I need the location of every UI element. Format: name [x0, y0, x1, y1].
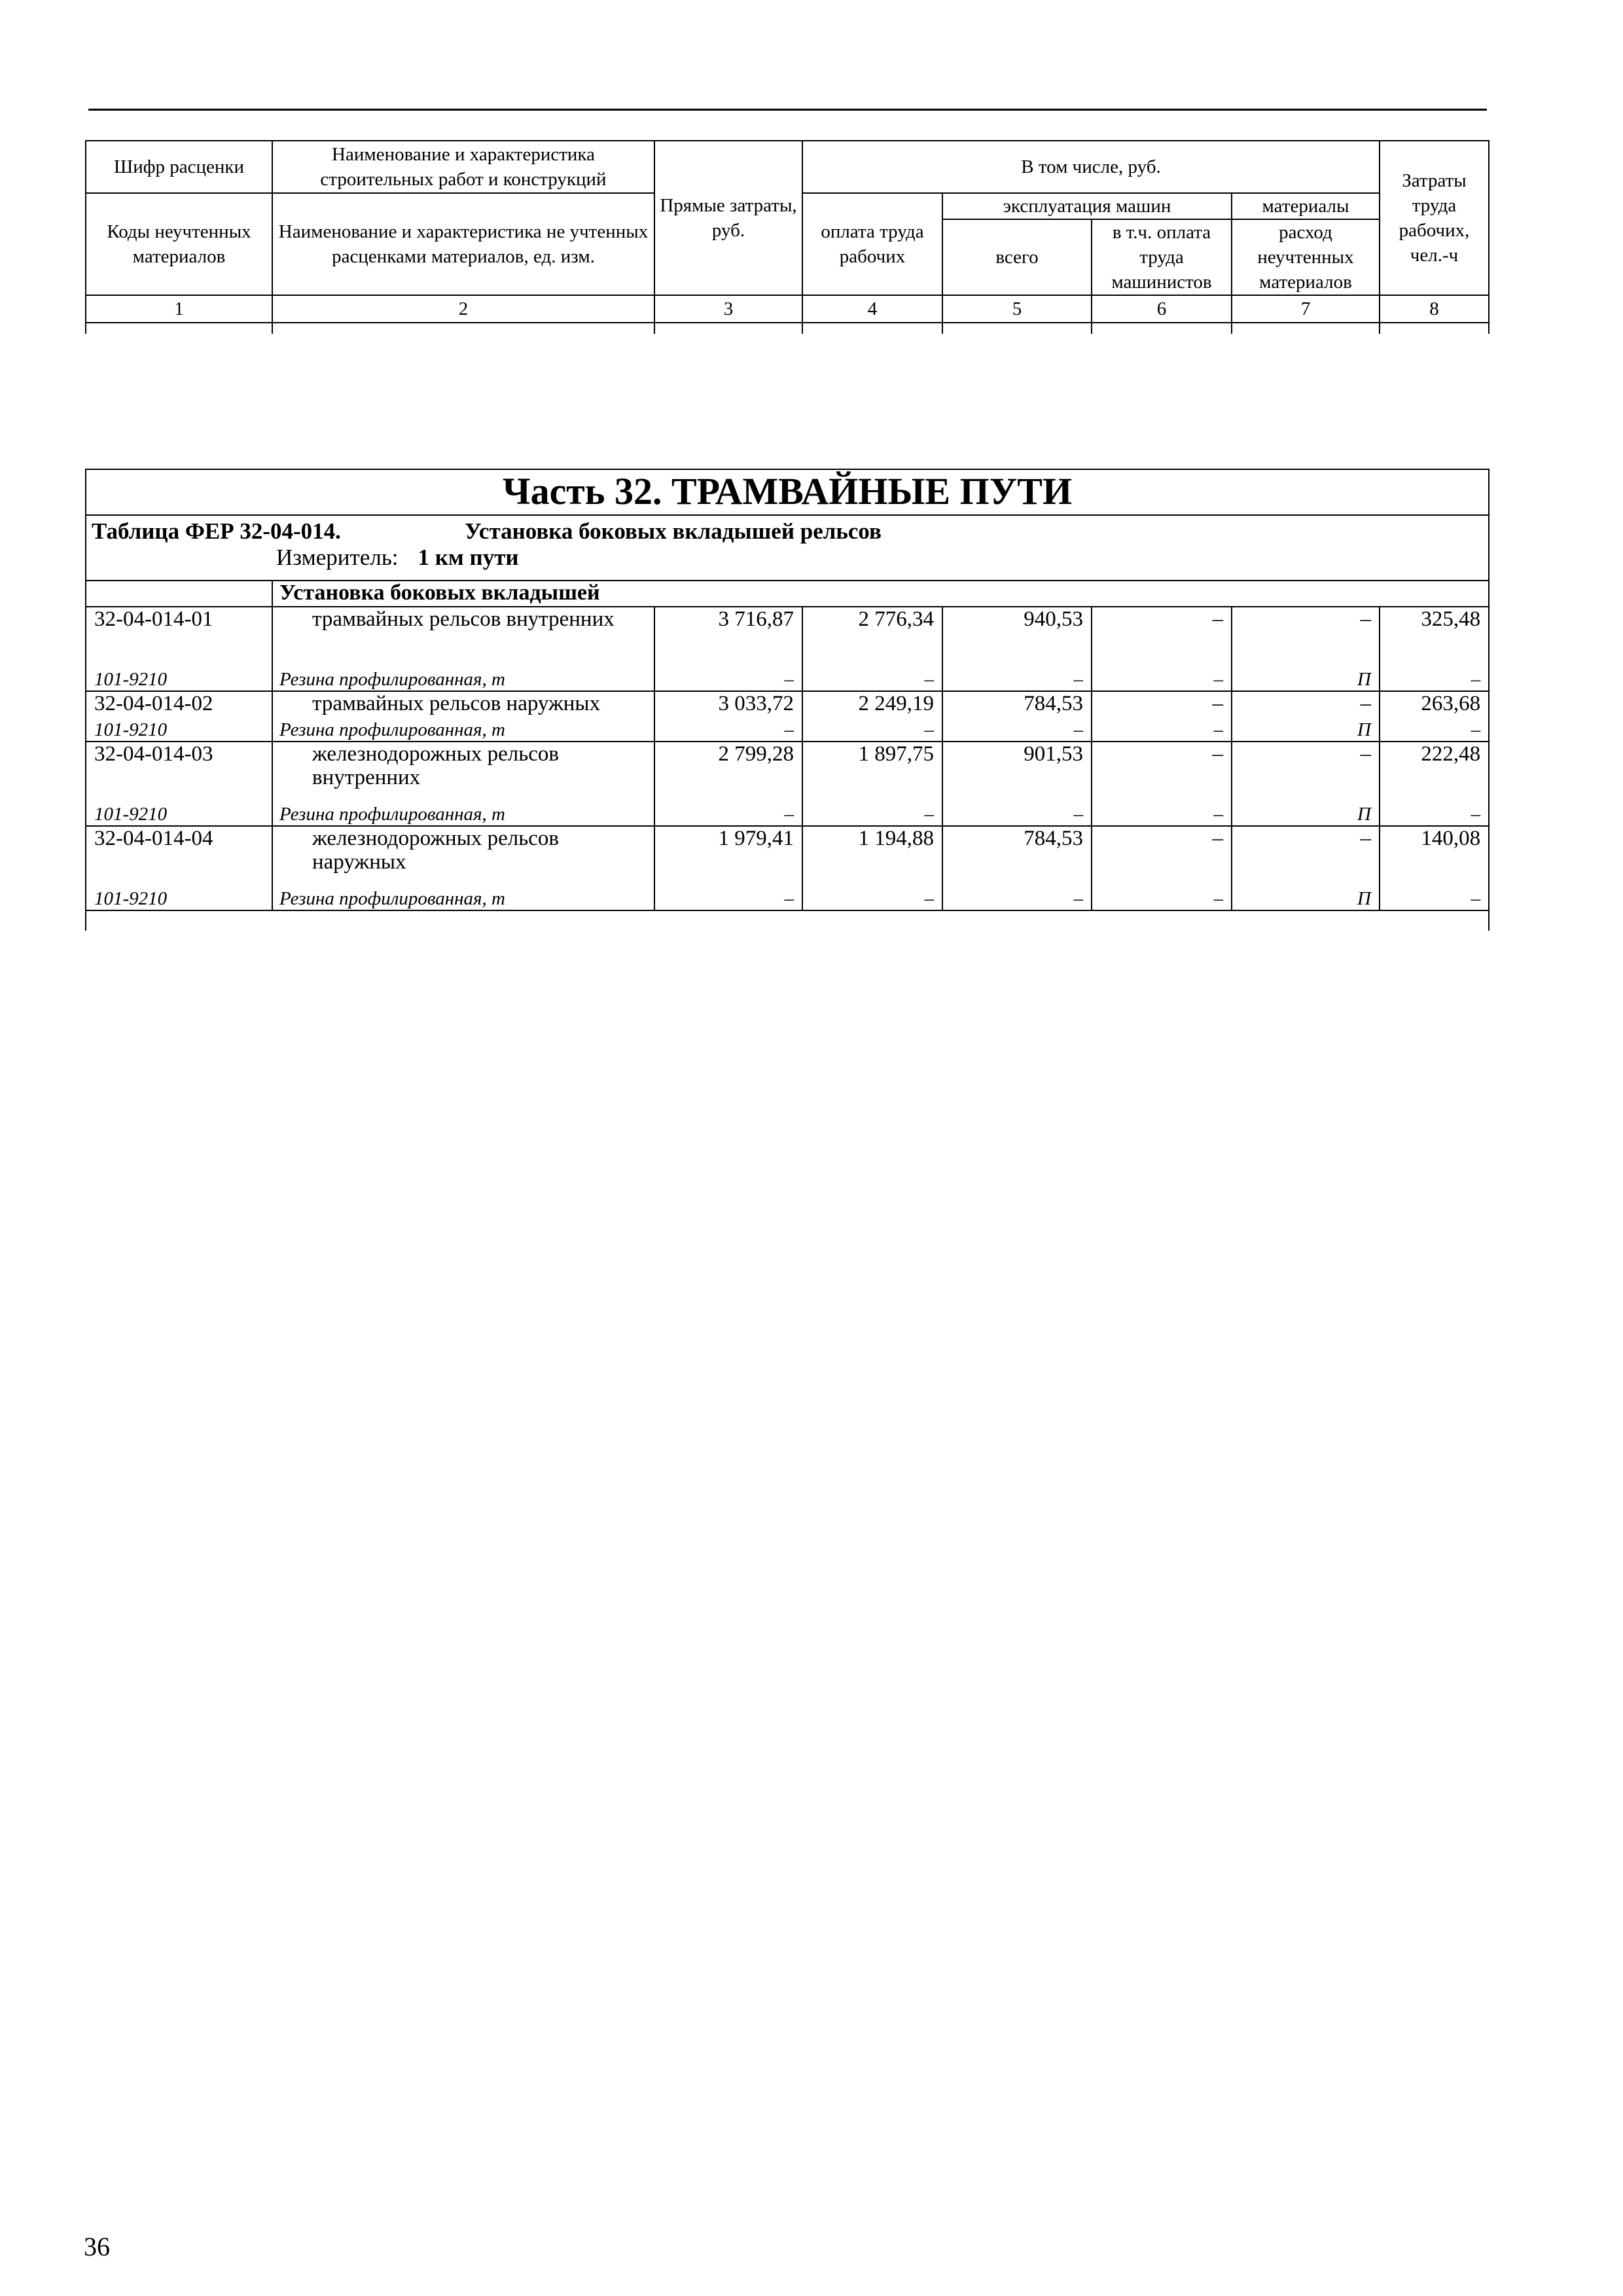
material-name: Резина профилированная, т	[272, 803, 654, 826]
material-worker-pay: –	[802, 803, 942, 826]
material-machinist-pay: –	[1092, 803, 1232, 826]
material-labor-costs: –	[1380, 803, 1489, 826]
col-num-8: 8	[1380, 295, 1489, 323]
material-name: Резина профилированная, т	[272, 668, 654, 691]
rate-description: железнодорожных рельсов внутренних	[272, 742, 654, 803]
rate-code: 32-04-014-04	[86, 826, 272, 888]
table-name: Установка боковых вкладышей рельсов	[465, 518, 882, 544]
col-num-5: 5	[942, 295, 1092, 323]
top-rule	[88, 109, 1487, 111]
col-num-2: 2	[272, 295, 654, 323]
material-consumption: П	[1232, 668, 1380, 691]
material-machines-total: –	[942, 668, 1092, 691]
direct-costs-value: 3 033,72	[654, 691, 802, 719]
hdr-machines-total: всего	[942, 219, 1092, 295]
hdr-unaccounted-materials: расход неучтенных материалов	[1232, 219, 1380, 295]
hdr-machinist-pay: в т.ч. оплата труда машинистов	[1092, 219, 1232, 295]
col-num-1: 1	[86, 295, 272, 323]
col-num-4: 4	[802, 295, 942, 323]
material-direct-costs: –	[654, 888, 802, 910]
machinist-pay-value: –	[1092, 742, 1232, 803]
machines-total-value: 784,53	[942, 691, 1092, 719]
machines-total-value: 901,53	[942, 742, 1092, 803]
material-consumption: П	[1232, 888, 1380, 910]
hdr-labor-costs: Затраты труда рабочих, чел.-ч	[1380, 141, 1489, 295]
col-num-3: 3	[654, 295, 802, 323]
hdr-material-codes: Коды неучтенных материалов	[86, 193, 272, 295]
part-title: Часть 32. ТРАМВАЙНЫЕ ПУТИ	[86, 469, 1489, 515]
rate-code: 32-04-014-02	[86, 691, 272, 719]
material-code: 101-9210	[86, 803, 272, 826]
material-labor-costs: –	[1380, 888, 1489, 910]
rates-table	[85, 469, 1489, 931]
hdr-including: В том числе, руб.	[802, 141, 1380, 193]
page-number: 36	[84, 2232, 110, 2261]
material-code: 101-9210	[86, 888, 272, 910]
material-machinist-pay: –	[1092, 719, 1232, 742]
column-header-table	[85, 140, 1489, 334]
material-direct-costs: –	[654, 719, 802, 742]
material-labor-costs: –	[1380, 668, 1489, 691]
materials-value: –	[1232, 742, 1380, 803]
rate-code: 32-04-014-01	[86, 607, 272, 668]
hdr-work-name: Наименование и характеристика строительных работ и конструкций	[272, 141, 654, 193]
machinist-pay-value: –	[1092, 607, 1232, 668]
direct-costs-value: 3 716,87	[654, 607, 802, 668]
material-name: Резина профилированная, т	[272, 888, 654, 910]
material-labor-costs: –	[1380, 719, 1489, 742]
labor-costs-value: 325,48	[1380, 607, 1489, 668]
hdr-machines: эксплуатация машин	[942, 193, 1232, 219]
material-direct-costs: –	[654, 668, 802, 691]
col-num-7: 7	[1232, 295, 1380, 323]
hdr-materials: материалы	[1232, 193, 1380, 219]
section-title: Установка боковых вкладышей	[272, 581, 1489, 607]
hdr-direct-costs: Прямые затраты, руб.	[654, 141, 802, 295]
hdr-material-names: Наименование и характеристика не учтенных расценками материалов, ед. изм.	[272, 193, 654, 295]
table-number: Таблица ФЕР 32-04-014.	[92, 518, 341, 544]
material-code: 101-9210	[86, 719, 272, 742]
materials-value: –	[1232, 607, 1380, 668]
labor-costs-value: 140,08	[1380, 826, 1489, 888]
material-machines-total: –	[942, 803, 1092, 826]
rate-description: трамвайных рельсов внутренних	[272, 607, 654, 668]
material-machinist-pay: –	[1092, 668, 1232, 691]
material-name: Резина профилированная, т	[272, 719, 654, 742]
material-consumption: П	[1232, 719, 1380, 742]
material-code: 101-9210	[86, 668, 272, 691]
material-worker-pay: –	[802, 888, 942, 910]
hdr-rate-code: Шифр расценки	[86, 141, 272, 193]
labor-costs-value: 222,48	[1380, 742, 1489, 803]
machinist-pay-value: –	[1092, 826, 1232, 888]
measure-value: 1 км пути	[418, 545, 519, 570]
materials-value: –	[1232, 691, 1380, 719]
rate-description: трамвайных рельсов наружных	[272, 691, 654, 719]
machines-total-value: 940,53	[942, 607, 1092, 668]
machines-total-value: 784,53	[942, 826, 1092, 888]
table-caption	[86, 515, 1489, 581]
col-num-6: 6	[1092, 295, 1232, 323]
rate-description: железнодорожных рельсов наружных	[272, 826, 654, 888]
worker-pay-value: 1 194,88	[802, 826, 942, 888]
measure-label: Измеритель:	[276, 545, 399, 570]
worker-pay-value: 1 897,75	[802, 742, 942, 803]
material-machines-total: –	[942, 719, 1092, 742]
material-consumption: П	[1232, 803, 1380, 826]
material-machines-total: –	[942, 888, 1092, 910]
material-worker-pay: –	[802, 668, 942, 691]
material-direct-costs: –	[654, 803, 802, 826]
worker-pay-value: 2 776,34	[802, 607, 942, 668]
worker-pay-value: 2 249,19	[802, 691, 942, 719]
material-worker-pay: –	[802, 719, 942, 742]
hdr-worker-pay: оплата труда рабочих	[802, 193, 942, 295]
material-machinist-pay: –	[1092, 888, 1232, 910]
rate-code: 32-04-014-03	[86, 742, 272, 803]
direct-costs-value: 1 979,41	[654, 826, 802, 888]
materials-value: –	[1232, 826, 1380, 888]
machinist-pay-value: –	[1092, 691, 1232, 719]
labor-costs-value: 263,68	[1380, 691, 1489, 719]
direct-costs-value: 2 799,28	[654, 742, 802, 803]
